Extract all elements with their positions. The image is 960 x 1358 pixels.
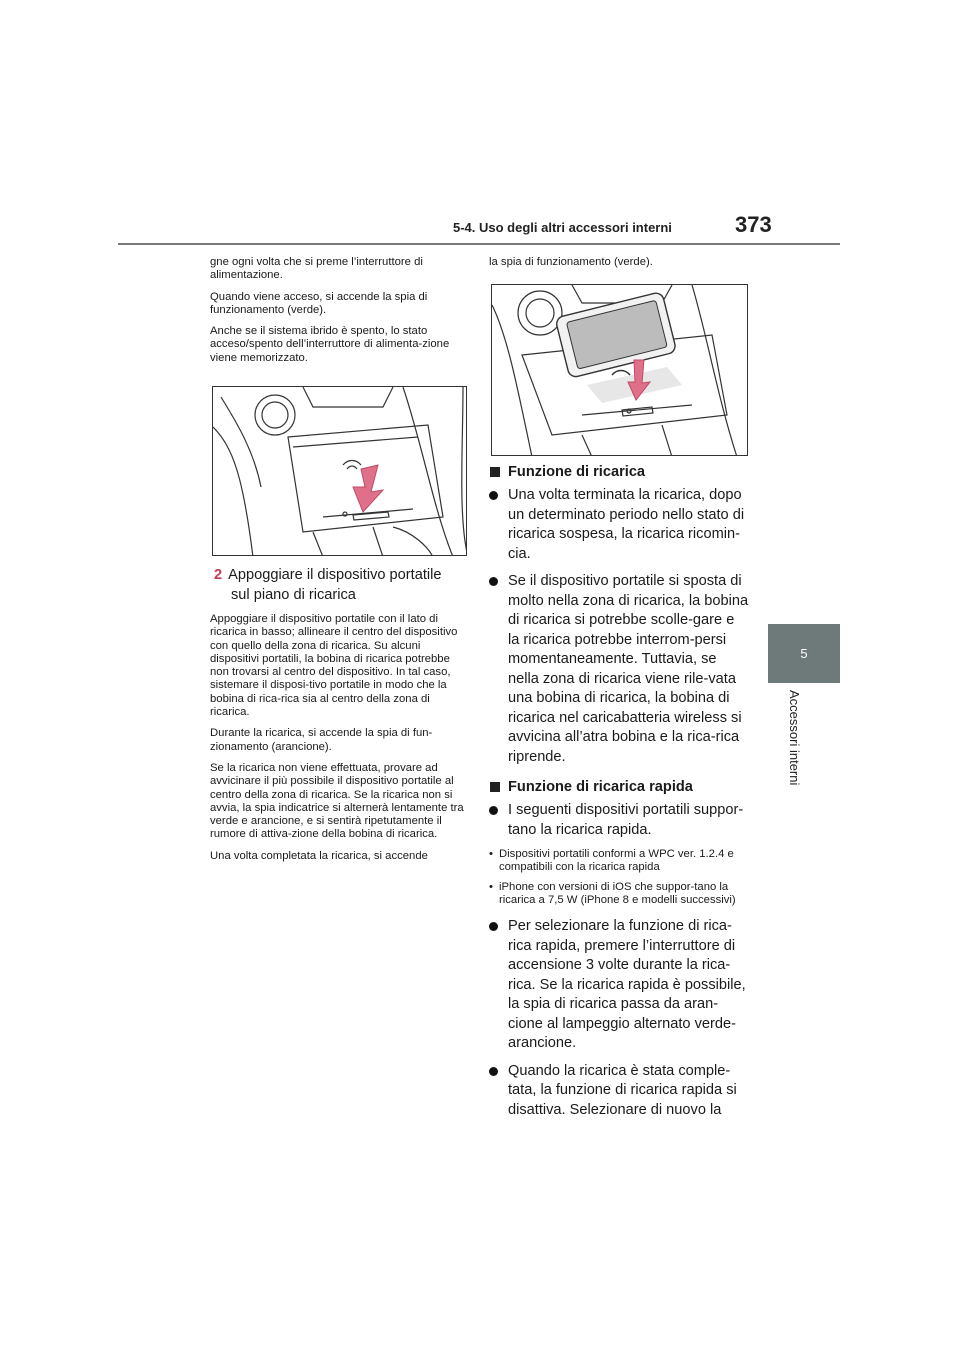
header-rule	[118, 243, 840, 245]
sub-item-text: iPhone con versioni di iOS che suppor-tano la ricarica a 7,5 W (iPhone 8 e modelli successivi)	[499, 880, 736, 906]
step-text-line1: Appoggiare il dispositivo portatile	[228, 567, 442, 583]
bullet-text: Quando la ricarica è stata comple-tata, la funzione di ricarica rapida si disattiva. Selezionare di nuovo la	[508, 1062, 737, 1118]
bullet-dot-icon	[489, 922, 498, 931]
paragraph: Una volta completata la ricarica, si accende	[210, 849, 428, 862]
bullet-text: Se il dispositivo portatile si sposta di molto nella zona di ricarica, la bobina di ricarica si potrebbe scolle-gare e la ricarica potrebbe interrom-persi momentaneamente. Tuttavia, se nella zona di ricarica viene rile-vata una bobina di ricarica, la bobina di ricarica nel caricabatteria wireless si avvicina all’atra bobina e la rica-rica riprende.	[508, 573, 749, 765]
chapter-label: Accessori interni	[787, 690, 802, 786]
section-heading	[489, 462, 749, 482]
chapter-tab	[768, 624, 840, 683]
list-item	[489, 1062, 749, 1121]
section-title: 5-4. Uso degli altri accessori interni	[453, 220, 672, 235]
small-bullet-icon: •	[489, 848, 493, 860]
sub-item-text: Dispositivi portatili conformi a WPC ver. 1.2.4 e compatibili con la ricarica rapida	[499, 848, 734, 874]
bullet-dot-icon	[489, 577, 498, 586]
step-text-line2: sul piano di ricarica	[231, 587, 356, 603]
section-heading	[489, 777, 749, 797]
sub-list-item	[489, 881, 749, 908]
left-intro	[210, 256, 468, 373]
paragraph: la spia di funzionamento (verde).	[489, 256, 653, 268]
square-bullet-icon	[490, 782, 500, 792]
paragraph: Se la ricarica non viene effettuata, provare ad avvicinare il più possibile il dispositivo portatile al centro della zona di ricarica. Se la ricarica non si avvia, la spia indicatrice si alternerà lentamente tra verde e arancione, e si sentirà ripetutamente il rumore di attiva-zione della bobina di ricarica.	[210, 761, 464, 841]
bullet-dot-icon	[489, 1067, 498, 1076]
bullet-text: I seguenti dispositivi portatili suppor-tano la ricarica rapida.	[508, 802, 744, 838]
list-item	[489, 486, 749, 564]
paragraph: Quando viene acceso, si accende la spia di funzionamento (verde).	[210, 290, 428, 316]
list-item	[489, 801, 749, 840]
sub-list-item	[489, 848, 749, 875]
chapter-number: 5	[800, 646, 808, 661]
phone-on-pad-drawing	[492, 285, 748, 456]
bullet-dot-icon	[489, 491, 498, 500]
heading-text: Funzione di ricarica rapida	[508, 779, 693, 795]
small-bullet-icon: •	[489, 880, 493, 893]
left-body	[210, 613, 468, 871]
right-body	[489, 462, 749, 1128]
step-number: 2	[214, 567, 223, 583]
right-top	[489, 256, 749, 277]
step-2	[214, 565, 470, 605]
bullet-text: Una volta terminata la ricarica, dopo un determinato periodo nello stato di ricarica sospesa, la ricarica ricomin-cia.	[508, 487, 745, 562]
charging-pad-illustration	[212, 386, 467, 556]
paragraph: Appoggiare il dispositivo portatile con il lato di ricarica in basso; allineare il centro del dispositivo con quello della zona di ricarica. Su alcuni dispositivi portatili, la bobina di ricarica potrebbe non trovarsi al centro del dispositivo. In tal caso, sistemare il disposi-tivo portatile in modo che la bobina di rica-rica sia al centro della zona di ricarica.	[210, 613, 458, 719]
paragraph: gne ogni volta che si preme l’interruttore di alimentazione.	[210, 256, 423, 282]
square-bullet-icon	[490, 467, 500, 477]
bullet-text: Per selezionare la funzione di rica-rica rapida, premere l’interruttore di accensione 3 volte durante la rica-rica. Se la ricarica rapida è possibile, la spia di ricarica passa da aran-cione al lampeggio alternato verde-arancione.	[508, 918, 746, 1052]
heading-text: Funzione di ricarica	[508, 464, 646, 480]
phone-on-pad-illustration	[491, 284, 748, 456]
list-item	[489, 917, 749, 1054]
paragraph: Durante la ricarica, si accende la spia di fun-zionamento (arancione).	[210, 727, 433, 753]
charging-pad-drawing	[213, 387, 467, 556]
chapter-label-wrap	[784, 690, 804, 820]
bullet-dot-icon	[489, 806, 498, 815]
page-number: 373	[735, 212, 772, 237]
paragraph: Anche se il sistema ibrido è spento, lo stato acceso/spento dell’interruttore di alimenta-zione viene memorizzato.	[210, 325, 450, 364]
list-item	[489, 572, 749, 767]
